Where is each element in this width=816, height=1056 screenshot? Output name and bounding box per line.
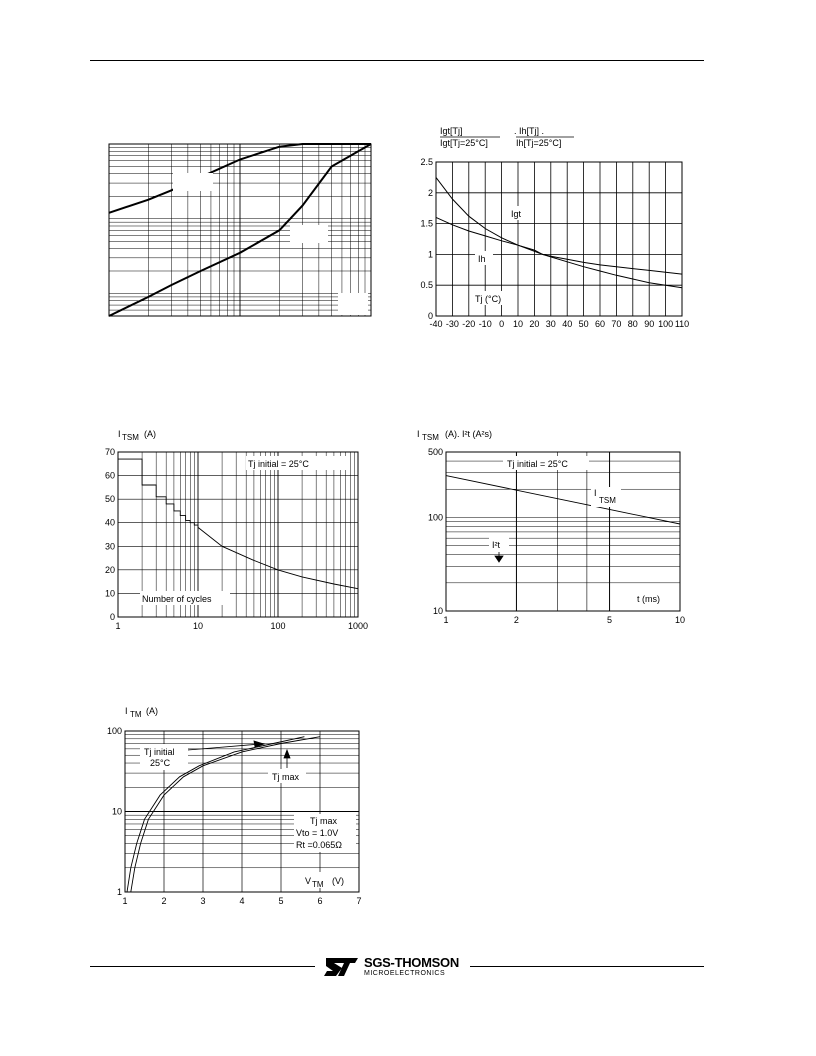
fig3-ytick: 70: [104, 447, 115, 457]
fig5-annot-tj-max: Tj max: [272, 772, 299, 782]
fig2-xtick: 110: [674, 319, 690, 329]
fig3-legend: Tj initial = 25°C: [248, 459, 309, 469]
fig2-series-label-ih: Ih: [478, 254, 486, 264]
fig2-xtick: 80: [627, 319, 638, 329]
fig2-xtick: 60: [594, 319, 606, 329]
chart-fig4: [415, 425, 700, 645]
fig4-itsm-label: I: [594, 488, 597, 498]
fig1-label-box-1: [173, 173, 213, 191]
fig5-arrow-2: [284, 750, 290, 768]
fig3-ytick: 60: [104, 470, 115, 481]
fig2-xtick: 10: [512, 319, 524, 329]
fig2-curve-2: [436, 217, 682, 274]
fig1-grid: [109, 144, 371, 316]
fig4-ytick: 10: [432, 606, 443, 616]
fig2-ytick: 0: [427, 311, 433, 321]
chart-fig2: [420, 120, 700, 340]
chart-fig3: [100, 425, 385, 645]
fig5-ytick: 1: [116, 887, 122, 897]
fig2-header-right-den: Ih[Tj=25°C]: [516, 138, 562, 148]
fig3-ytick: 10: [104, 588, 115, 599]
fig3-xtick: 10: [192, 621, 204, 631]
fig2-xtick: -10: [478, 319, 492, 329]
fig2-xtick: -20: [462, 319, 476, 329]
fig2-xtick: 20: [529, 319, 540, 329]
fig4-curve: [446, 476, 680, 524]
fig3-ylabel: I: [118, 429, 121, 439]
fig4-i2t-arrow: [495, 552, 503, 562]
fig5-xtick: 7: [356, 896, 362, 906]
fig4-ylabel-unit: (A). I²t (A²s): [445, 429, 492, 439]
brand-subtitle: MICROELECTRONICS: [364, 970, 446, 977]
fig3-ylabel-unit: (A): [144, 429, 156, 439]
fig2-xtick: 0: [499, 319, 505, 329]
fig3-ytick: 30: [104, 541, 115, 552]
fig2-header-left-num: Igt[Tj]: [440, 126, 463, 136]
fig1-label-box-2: [290, 225, 328, 243]
fig5-xtick: 3: [200, 896, 206, 906]
footer-rule-right: [470, 966, 704, 967]
fig4-curves: [446, 476, 680, 524]
fig2-xtick: 30: [545, 319, 556, 329]
fig5-xtick: 1: [122, 896, 128, 906]
fig5-xtick: 4: [239, 896, 245, 906]
brand-name: SGS-THOMSON: [364, 955, 459, 970]
fig2-ytick: 1: [427, 249, 433, 260]
fig3-ytick: 40: [104, 517, 115, 528]
fig2-header-left-den: Igt[Tj=25°C]: [440, 138, 488, 148]
fig1-label-box-3: [338, 293, 368, 315]
fig2-ytick: 2: [427, 187, 433, 198]
fig3-curve: [118, 459, 358, 589]
fig5-ylabel: I: [125, 706, 128, 716]
fig4-xlabel: t (ms): [637, 594, 660, 604]
fig5-params-2: Vto = 1.0V: [296, 828, 339, 838]
fig3-ytick: 50: [104, 494, 115, 505]
fig2-header-right-num: . Ih[Tj] .: [514, 126, 545, 136]
fig5-xtick: 5: [278, 896, 284, 906]
fig3-xtick: 100: [270, 621, 286, 631]
fig5-params-3: Rt =0.065Ω: [296, 840, 343, 850]
top-rule: [90, 60, 704, 61]
fig4-ytick: 100: [427, 512, 443, 523]
fig5-ytick: 10: [111, 806, 122, 817]
fig3-ytick: 0: [109, 612, 115, 622]
fig5-params-1: Tj max: [310, 816, 337, 826]
fig4-i2t-label: I²t: [492, 540, 500, 550]
fig3-ylabel-sub: TSM: [122, 433, 139, 442]
fig5-annot-tj-initial-1: Tj initial: [144, 747, 175, 757]
fig5-xlabel: V: [305, 876, 312, 886]
fig3-xtick: 1: [115, 621, 121, 631]
fig4-xtick: 2: [513, 615, 519, 625]
st-logo-icon: [322, 954, 360, 978]
footer-rule-left: [90, 966, 315, 967]
fig5-annot-tj-initial-2: 25°C: [150, 758, 171, 768]
fig4-xtick: 10: [674, 615, 686, 625]
fig4-ylabel-sub: TSM: [422, 433, 439, 442]
fig5-xlabel-sub: TM: [312, 880, 324, 889]
fig2-xtick: -40: [429, 319, 443, 329]
fig2-xtick: 100: [658, 319, 674, 329]
fig2-xtick: 90: [644, 319, 655, 329]
fig2-annotation: Tj (°C): [475, 294, 502, 304]
chart-fig5: [100, 700, 385, 920]
fig3-ytick: 20: [104, 564, 115, 575]
fig2-ytick: 1.5: [420, 218, 433, 229]
fig4-frame: [446, 452, 680, 611]
chart-fig1: [100, 135, 385, 325]
fig3-xtick: 1000: [347, 621, 369, 631]
fig5-ylabel-unit: (A): [146, 706, 158, 716]
fig5-ytick: 100: [106, 726, 122, 736]
fig4-itsm-sub: TSM: [599, 496, 616, 505]
fig5-ylabel-sub: TM: [130, 710, 142, 719]
fig4-legend: Tj initial = 25°C: [507, 459, 568, 469]
fig4-ytick: 500: [427, 447, 443, 457]
fig2-ytick: 2.5: [420, 157, 433, 167]
fig5-xtick: 6: [317, 896, 323, 906]
fig2-xtick: 50: [578, 319, 589, 329]
fig4-xtick: 5: [607, 615, 613, 625]
fig2-curves: [436, 177, 682, 287]
fig2-xtick: 70: [611, 319, 622, 329]
fig2-series-label-igt: Igt: [511, 209, 522, 219]
fig3-xlabel: Number of cycles: [142, 594, 212, 604]
fig2-xtick: -30: [445, 319, 459, 329]
fig2-xtick: 40: [562, 319, 573, 329]
fig2-ytick: 0.5: [420, 280, 433, 291]
fig5-xtick: 2: [161, 896, 167, 906]
fig3-curves: [118, 459, 358, 589]
fig4-grid: [446, 452, 680, 611]
fig5-xlabel-unit: (V): [332, 876, 344, 886]
fig4-xtick: 1: [443, 615, 449, 625]
fig4-ylabel: I: [417, 429, 420, 439]
